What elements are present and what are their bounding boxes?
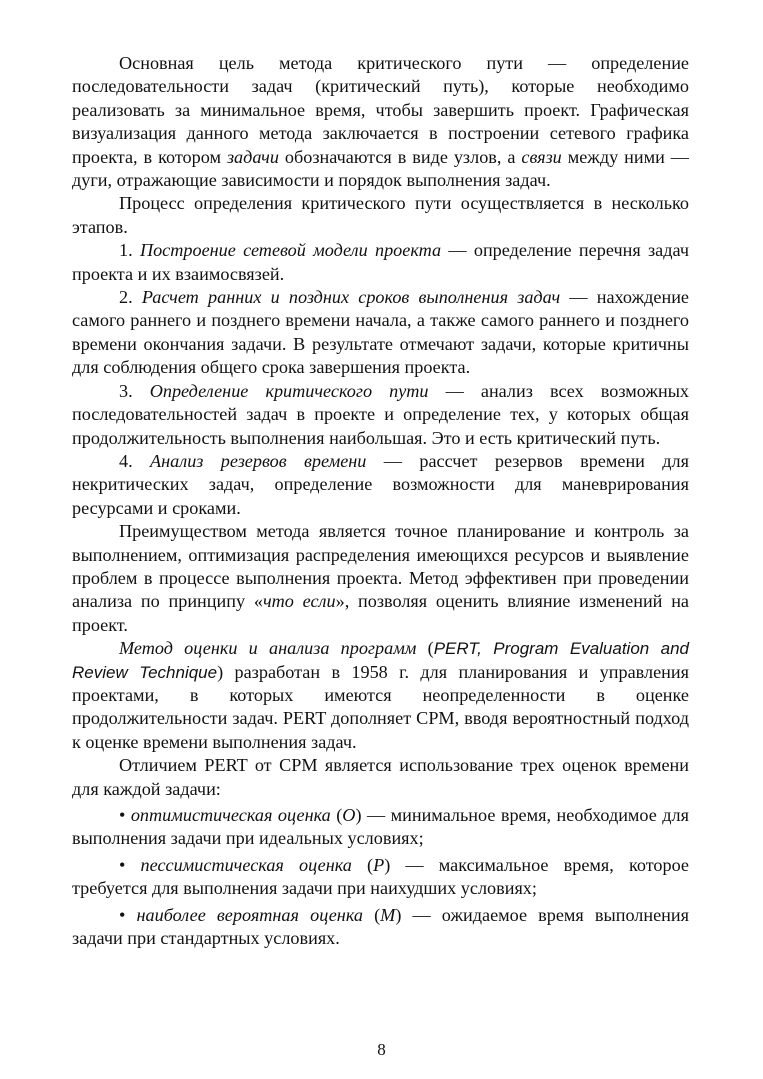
estimate-symbol: M: [380, 904, 396, 925]
estimate-list-item: • наиболее вероятная оценка (M) — ожидаемое время выполнения задачи при стандартных условиях.: [72, 904, 690, 949]
paragraph-advantages: Преимуществом метода является точное планирование и контроль за выполнением, оптимизация распределения имеющихся ресурсов и выявление проблем в процессе выполнения проекта. Метод эффективен при проведении анализа по принципу «что если», позволяя оценить влияние изменений на проект.: [72, 521, 689, 635]
stage-title: Анализ резервов времени: [150, 450, 367, 471]
paragraph-pert-vs-cpm: Отличием PERT от CPM является использование трех оценок времени для каждой задачи:: [72, 755, 689, 799]
estimate-term: оптимистическая оценка: [130, 805, 331, 825]
paragraph-pert: Метод оценки и анализа программ (PERT, Program Evaluation and Review Technique) разработан в 1958 г. для планирования и управления проектами, в которых имеются неопределенности в оценке продолжительности задач. PERT дополняет CPM, вводя вероятностный подход к оценке времени выполнения задач.: [72, 638, 689, 752]
term-pert-method: Метод оценки и анализа программ: [119, 638, 417, 659]
estimate-symbol: O: [342, 805, 356, 825]
stage-item: 1. Построение сетевой модели проекта — определение перечня задач проекта и их взаимосвязей.: [72, 240, 689, 284]
term-links: связи: [521, 146, 562, 167]
paragraph-stages-intro: Процесс определения критического пути осуществляется в несколько этапов.: [72, 193, 689, 237]
estimate-term: пессимистическая оценка: [140, 854, 352, 875]
estimate-list-item: • пессимистическая оценка (P) — максимальное время, которое требуется для выполнения задачи при наихудших условиях;: [72, 854, 689, 899]
term-pert-english: PERT, Program Evaluation and Review Technique: [72, 639, 689, 682]
stage-item: 4. Анализ резервов времени — рассчет резервов времени для некритических задач, определение возможности для маневрирования ресурсами и сроками.: [72, 450, 689, 518]
stage-item: 3. Определение критического пути — анализ всех возможных последовательностей задач в проекте и определение тех, у которых общая продолжительность выполнения наибольшая. Это и есть критический путь.: [72, 380, 690, 448]
bullet-marker: •: [119, 904, 137, 925]
stage-title: Расчет ранних и поздних сроков выполнения задач: [141, 287, 561, 308]
stage-item: 2. Расчет ранних и поздних сроков выполнения задач — нахождение самого раннего и позднего времени начала, а также самого раннего и позднего времени окончания задачи. В результате отмечают задачи, которые критичны для соблюдения общего срока завершения проекта.: [72, 287, 689, 378]
estimate-term: наиболее вероятная оценка: [136, 904, 363, 925]
term-what-if: что если: [262, 591, 336, 612]
estimate-symbol: P: [373, 854, 385, 875]
estimate-list-item: • оптимистическая оценка (O) — минимальное время, необходимое для выполнения задачи при идеальных условиях;: [72, 805, 689, 849]
stage-title: Определение критического пути: [149, 380, 429, 401]
bullet-marker: •: [119, 805, 131, 825]
page-body: [72, 52, 689, 950]
paragraph-cpm-goal: Основная цель метода критического пути — определение последовательности задач (критический путь), которые необходимо реализовать за минимальное время, чтобы завершить проект. Графическая визуализация данного метода заключается в построении сетевого графика проекта, в котором задачи обозначаются в виде узлов, а связи между ними — дуги, отражающие зависимости и порядок выполнения задач.: [72, 53, 689, 191]
term-tasks: задачи: [226, 146, 279, 167]
stage-title: Построение сетевой модели проекта: [139, 240, 442, 261]
bullet-marker: •: [119, 854, 141, 875]
page-number: 8: [377, 1040, 386, 1059]
